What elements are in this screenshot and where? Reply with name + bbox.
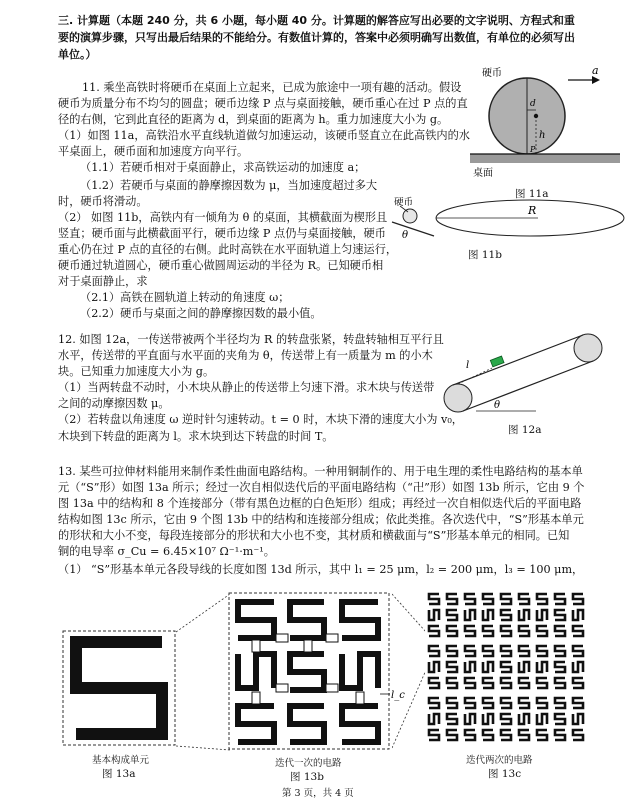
q12-line-6: 木块到下转盘的距离为 l。求木块到达下转盘的时间 T。 — [58, 430, 334, 443]
q12-line-0: 12. 如图 12a，一传送带被两个半径均为 R 的转盘张紧，转盘转轴相互平行且 — [58, 333, 444, 346]
section-header-line2: 要的演算步骤，只写出最后结果的不能给分。有数值计算的，答案中必须明确写出数值，有单位的必须写出 — [58, 31, 575, 44]
q11-line-10: 重心仍在过 P 点的直径的右侧。此时高铁在水平面轨道上匀速运行， — [58, 243, 398, 256]
fig12a-l-label: l — [466, 360, 470, 371]
page-footer: 第 3 页，共 4 页 — [282, 788, 354, 799]
figure-13b — [228, 592, 393, 752]
q13-line-2: 图 13a 中的结构和 8 个连接部分（带有黑色边框的白色矩形）组成；再经过一次自相似迭代后的平面电路 — [58, 497, 582, 510]
fig11a-table-label: 桌面 — [473, 168, 493, 179]
incline-surface — [392, 222, 434, 236]
section-header-line3: 单位。） — [58, 48, 97, 61]
zoom-line-bottom-2 — [392, 670, 426, 748]
table-surface — [470, 154, 620, 163]
center-of-mass — [534, 114, 538, 118]
coin-small — [403, 209, 417, 223]
figure-13a — [62, 630, 177, 748]
q13-line-5: 铜的电导率 σ_Cu = 6.45×10⁷ Ω⁻¹·m⁻¹。 — [58, 545, 275, 558]
fig11a-d-label: d — [530, 99, 536, 109]
fig11b-coin-label: 硬币 — [394, 197, 414, 208]
zoom-line-top — [176, 594, 230, 632]
q12-line-3: （1）当两转盘不动时，小木块从静止的传送带上匀速下滑。求木块与传送带 — [58, 381, 435, 394]
q11-line-0: 11. 乘坐高铁时将硬币在桌面上立起来，已成为旅途中一项有趣的活动。假设 — [82, 81, 462, 94]
zoom-line-top-2 — [392, 594, 426, 632]
q12-line-5: （2）若转盘以角速度 ω 逆时针匀速转动。t = 0 时，木块下滑的速度大小为 v₀， — [58, 413, 463, 426]
q11-line-11: 硬币通过轨道圆心，硬币重心做圆周运动的半径为 R。已知硬币相 — [58, 259, 384, 272]
zoom-line-bottom — [176, 746, 230, 750]
fig13c-caption: 图 13c — [488, 768, 522, 780]
fig11b-caption: 图 11b — [468, 249, 502, 261]
accel-arrowhead — [592, 76, 600, 84]
q13-line-6: （1） “S”形基本单元各段导线的长度如图 13d 所示，其中 l₁ = 25 μm，l₂ = 200 μm，l₃ = 100 μm， — [58, 563, 584, 576]
q11-line-14: （2.2）硬币与桌面之间的静摩擦因数的最小值。 — [80, 307, 322, 320]
fig11a-coin-label: 硬币 — [482, 68, 502, 79]
figure-11a — [470, 66, 620, 186]
figure-12a — [436, 330, 606, 422]
q11-line-13: （2.1）高铁在圆轨道上转动的角速度 ω； — [80, 291, 290, 304]
q12-line-2: 块。已知重力加速度大小为 g。 — [58, 365, 215, 378]
fig13a-caption: 图 13a — [102, 768, 136, 780]
fig11a-h-label: h — [539, 130, 546, 141]
wood-block — [490, 356, 504, 367]
q11-line-4: 平桌面上，硬币面和加速度方向平行。 — [58, 145, 249, 158]
belt-top — [453, 335, 583, 385]
fig11a-caption: 图 11a — [515, 188, 549, 200]
zoom-lines-b-c — [392, 592, 428, 752]
q13-line-3: 结构如图 13c 所示，它由 9 个图 13b 中的结构和连接部分组成；依此类推。各次迭代中，“S”形基本单元 — [58, 513, 584, 526]
fig13b-title: 迭代一次的电路 — [275, 758, 342, 769]
fig11a-p-label: P — [530, 145, 536, 154]
belt-bottom — [463, 361, 593, 411]
fig11b-r-label: R — [528, 204, 537, 217]
figure-11b — [390, 196, 630, 244]
q13-line-1: 元（“S”形）如图 13a 所示；经过一次自相似迭代后的平面电路结构（“卍”形）如图 13b 所示，它由 9 个 — [58, 481, 585, 494]
q11-line-1: 硬币为质量分布不均匀的圆盘；硬币边缘 P 点与桌面接触，硬币重心在过 P 点的直 — [58, 97, 468, 110]
q13-line-4: 的形状和大小不变，每段连接部分的形状和大小也不变，其材质和横截面与“S”形基本单元的相同。已知 — [58, 529, 570, 542]
q11-line-5: （1.1）若硬币相对于桌面静止，求高铁运动的加速度 a； — [80, 161, 366, 174]
fig13b-caption: 图 13b — [290, 771, 324, 783]
zoom-lines-a-b — [176, 592, 232, 752]
q12-line-4: 之间的动摩擦因数 μ。 — [58, 397, 170, 410]
fig13a-title: 基本构成单元 — [92, 755, 150, 766]
lower-pulley — [444, 384, 472, 412]
fig11b-theta-label: θ — [402, 230, 409, 241]
fig13b-s-grid — [238, 602, 378, 742]
q11-line-3: （1）如图 11a，高铁沿水平直线轨道做匀加速运动，该硬币竖直立在此高铁内的水 — [58, 129, 470, 142]
q11-line-9: 竖直；硬币面与此横截面平行，硬币边缘 P 点仍与桌面接触，硬币 — [58, 227, 386, 240]
fig13c-title: 迭代两次的电路 — [466, 755, 533, 766]
q11-line-8: （2） 如图 11b，高铁内有一倾角为 θ 的桌面，其横截面为楔形且 — [58, 211, 388, 224]
q11-line-7: 时，硬币将滑动。 — [58, 195, 148, 208]
fig12a-theta-label: θ — [494, 400, 501, 411]
section-header-line1: 三. 计算题（本题 240 分，共 6 小题，每小题 40 分。计算题的解答应写出必要的文字说明、方程式和重 — [58, 14, 575, 27]
fig13b-lc-label: l_c — [391, 690, 405, 701]
upper-pulley — [574, 334, 602, 362]
fig12a-caption: 图 12a — [508, 424, 542, 436]
q11-line-6: （1.2）若硬币与桌面的静摩擦因数为 μ，当加速度超过多大 — [80, 179, 378, 192]
q12-line-1: 水平，传送带的平直面与水平面的夹角为 θ，传送带上有一质量为 m 的小木 — [58, 349, 433, 362]
q13-line-0: 13. 某些可拉伸材料能用来制作柔性曲面电路结构。一种用铜制作的、用于电生理的柔性电路结构的基本单 — [58, 465, 583, 478]
q11-line-2: 径的右侧，它到此直径的距离为 d，到桌面的距离为 h。重力加速度大小为 g。 — [58, 113, 449, 126]
q11-line-12: 对于桌面静止，求 — [58, 275, 148, 288]
fig11a-a-label: a — [592, 66, 599, 77]
figure-13c — [425, 590, 585, 746]
